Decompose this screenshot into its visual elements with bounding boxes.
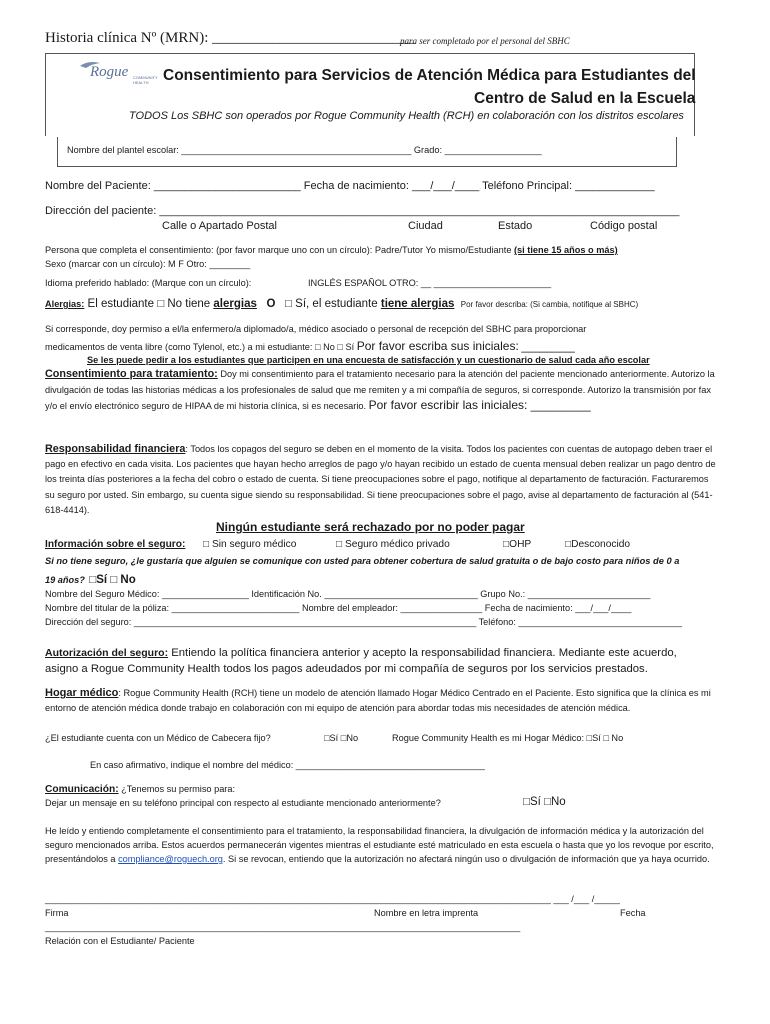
address-row	[45, 205, 679, 217]
school-label: Nombre del plantel escolar:	[67, 145, 179, 155]
allergies-row	[45, 298, 638, 310]
dob-label: Fecha de nacimiento:	[303, 180, 409, 192]
insurance-row	[45, 539, 185, 550]
communication-question-b: Dejar un mensaje en su teléfono principal con respecto al estudiante mencionado anteriormente?	[45, 798, 441, 808]
financial-label: Responsabilidad financiera	[45, 443, 186, 455]
title-line-1: Consentimiento para Servicios de Atención Médica para Estudiantes del	[163, 67, 696, 84]
address-state-caption: Estado	[498, 220, 533, 232]
insurance-option-private[interactable]: □ Seguro médico privado	[336, 539, 450, 550]
insurance-option-ohp[interactable]: □OHP	[503, 539, 532, 550]
address-city-caption: Ciudad	[408, 220, 443, 232]
sex-row[interactable]: Sexo (marcar con un círculo): M F Otro: ________	[45, 259, 251, 269]
consent-paragraph	[45, 367, 720, 415]
completer-text[interactable]: Persona que completa el consentimiento: (por favor marque uno con un círculo): Padre/Tutor Yo mismo/Estudiante	[45, 245, 512, 255]
medical-home-text: : Rogue Community Health (RCH) tiene un modelo de atención llamado Hogar Médico Centrado en el Paciente. Esto significa que la clínica es mi entorno de atención médica donde trabajo en colaboración con mi equipo de atención para abordar todas mis necesidades de atención médica.	[45, 688, 711, 713]
insurance-name-line[interactable]: Nombre del Seguro Médico: _________________ Identificación No. ______________________________ Grupo No.: ________________________	[45, 589, 651, 599]
allergies-label: Alergias:	[45, 299, 85, 309]
otc-initials-field[interactable]: ________	[521, 339, 575, 353]
has-allergies-word: tiene alergias	[380, 298, 455, 310]
patient-row	[45, 180, 655, 192]
closing-text-a: He leído y entiendo completamente el consentimiento para el tratamiento, la responsabilidad financiera, la divulgación de información médica y la autorización del seguro mencionados arriba. Estos acuerdos permanecerán vigentes mientras el estudiante esté matriculado en esta escuela o hasta que yo los revoque por escrito, presentándolos a	[45, 826, 714, 864]
communication-yes-no[interactable]: □Sí □No	[523, 796, 566, 808]
title-subtitle: TODOS Los SBHC son operados por Rogue Community Health (RCH) en colaboración con los distritos escolares	[129, 110, 684, 122]
printed-name-label: Nombre en letra imprenta	[374, 908, 479, 918]
insurance-option-none[interactable]: □ Sin seguro médico	[203, 539, 297, 550]
pcp-yes-no[interactable]: □Sí □No	[324, 733, 359, 743]
medical-home-yes-no[interactable]: Rogue Community Health es mi Hogar Médico: □Sí □ No	[392, 733, 624, 743]
logo-subtext-2: HEALTH	[133, 80, 149, 85]
relationship-label: Relación con el Estudiante/ Paciente	[45, 936, 195, 946]
compliance-email-link[interactable]: compliance@roguech.org	[118, 854, 223, 864]
patient-name-field[interactable]: ________________________	[153, 180, 301, 192]
has-allergies-checkbox[interactable]: □ Sí, el estudiante	[285, 298, 378, 310]
grade-field[interactable]: ___________________	[444, 145, 542, 155]
free-coverage-age: 19 años?	[45, 575, 85, 585]
financial-text: : Todos los copagos del seguro se deben en el momento de la visita. Todos los pacientes con cuentas de autopago deben traer el pago en efectivo en cada visita. Los pacientes que hayan hecho arreglos de pago y/o hayan recibido un estado de cuenta mensual deben realizar un pago dentro de los treinta días posteriores a la fecha del cobro o estado de cuenta. Si tiene preocupaciones sobre el pago, notifique al departamento de facturación. Facturaremos su seguro por usted. Sin embargo, su cuenta sigue siendo su responsabilidad. Si tiene preocupaciones sobre el pago, avise al departamento de facturación al (541-618-4414).	[45, 444, 716, 515]
logo-text: Rogue	[90, 64, 129, 80]
staff-note: para ser completado por el personal del SBHC	[400, 36, 570, 46]
closing-text-b: . Si se revocan, entiendo que la autorización no afectará ningún uso o divulgación de información que ya haya ocurrido.	[222, 854, 710, 864]
language-options[interactable]: INGLÉS ESPAÑOL OTRO: __ _______________________	[308, 278, 552, 288]
authorization-text: Entiendo la política financiera anterior y acepto la responsabilidad financiera. Mediante este acuerdo, asigno a Rogue Community Health todos los pagos adeudados por mi compañía de seguros por los servicios prestados.	[45, 647, 677, 675]
mrn-field[interactable]: ___________________________	[212, 30, 415, 46]
title-line-2: Centro de Salud en la Escuela	[474, 90, 696, 107]
no-refusal-note: Ningún estudiante será rechazado por no poder pagar	[216, 520, 525, 534]
allergies-note: Por favor describa: (Si cambia, notifique al SBHC)	[460, 300, 639, 309]
signature-line[interactable]: ___________________________________________________________________________________________________ ___ /___ /_____	[45, 894, 620, 904]
insurance-holder-line[interactable]: Nombre del titular de la póliza: _________________________ Nombre del empleador: ________________ Fecha de nacimiento: ___/___/____	[45, 603, 632, 613]
insurance-option-unknown[interactable]: □Desconocido	[565, 539, 631, 550]
authorization-paragraph	[45, 645, 713, 677]
completer-row	[45, 245, 618, 255]
consent-label: Consentimiento para tratamiento:	[45, 368, 218, 380]
survey-note: Se les puede pedir a los estudiantes que participen en una encuesta de satisfacción y un cuestionario de salud cada año escolar	[87, 355, 650, 365]
phone-label: Teléfono Principal:	[482, 180, 573, 192]
free-coverage-question: Si no tiene seguro, ¿le gustaría que alguien se comunique con usted para obtener cobertura de salud gratuita o de bajo costo para niños de 0 a	[45, 556, 680, 566]
logo-subtext: COMMUNITY	[133, 75, 158, 80]
rogue-community-health-logo	[78, 59, 160, 87]
otc-line-1: Si corresponde, doy permiso a el/la enfermero/a diplomado/a, médico asociado o personal de recepción del SBHC para proporcionar	[45, 324, 587, 334]
address-street-caption: Calle o Apartado Postal	[162, 220, 277, 232]
date-label: Fecha	[620, 908, 646, 918]
free-coverage-row	[45, 570, 136, 588]
no-allergies-word: alergias	[213, 298, 257, 310]
address-zip-caption: Código postal	[590, 220, 658, 232]
pcp-question: ¿El estudiante cuenta con un Médico de Cabecera fijo?	[45, 733, 271, 743]
closing-paragraph	[45, 824, 725, 866]
patient-name-label: Nombre del Paciente:	[45, 180, 151, 192]
medical-home-label: Hogar médico	[45, 687, 119, 699]
mrn-label	[45, 30, 415, 47]
address-field[interactable]: _____________________________________________________________________________________	[159, 205, 680, 217]
otc-line-2	[45, 339, 575, 353]
communication-question-a: ¿Tenemos su permiso para:	[121, 784, 236, 794]
authorization-label: Autorización del seguro:	[45, 647, 169, 659]
insurance-label: Información sobre el seguro:	[45, 539, 186, 550]
no-allergies-checkbox[interactable]: El estudiante □ No tiene	[87, 298, 211, 310]
dob-field[interactable]: ___/___/____	[411, 180, 480, 192]
consent-text: Doy mi consentimiento para el tratamiento necesario para la atención del paciente mencionado anteriormente. Autorizo la divulgación de todas las historias médicas a los profesionales de salud que me remiten y a mi compañía de seguros, si corresponde. Autorizo la transmisión por fax y/o el envío electrónico seguro de HIPAA de mi historia clínica, si es necesario.	[45, 369, 715, 411]
language-label: Idioma preferido hablado: (Marque con un círculo):	[45, 278, 252, 288]
grade-label: Grado:	[413, 145, 442, 155]
consent-initials-field[interactable]: Por favor escribir las iniciales: _________	[368, 398, 591, 412]
allergies-or: O	[266, 298, 276, 310]
address-label: Dirección del paciente:	[45, 205, 157, 217]
completer-note: (si tiene 15 años o más)	[514, 245, 618, 255]
communication-label: Comunicación:	[45, 784, 119, 795]
relationship-line[interactable]: _____________________________________________________________________________________________	[45, 922, 521, 932]
financial-paragraph	[45, 442, 720, 518]
otc-yes-no[interactable]: medicamentos de venta libre (como Tylenol, etc.) a mi estudiante: □ No □ Sí	[45, 342, 355, 352]
free-coverage-yes-no[interactable]: □Sí □ No	[89, 574, 136, 586]
otc-initials-label: Por favor escriba sus iniciales:	[356, 339, 519, 353]
insurance-address-line[interactable]: Dirección del seguro: ___________________________________________________________________ Teléfono: ________________________________	[45, 617, 682, 627]
phone-field[interactable]: _____________	[575, 180, 655, 192]
school-field[interactable]: _____________________________________________	[181, 145, 412, 155]
communication-row	[45, 784, 235, 795]
signature-label: Firma	[45, 908, 69, 918]
medical-home-paragraph	[45, 686, 725, 715]
physician-name-field[interactable]: En caso afirmativo, indique el nombre del médico: _____________________________________	[90, 760, 485, 770]
mrn-label-text: Historia clínica Nº (MRN):	[45, 30, 209, 46]
school-row	[67, 145, 542, 155]
